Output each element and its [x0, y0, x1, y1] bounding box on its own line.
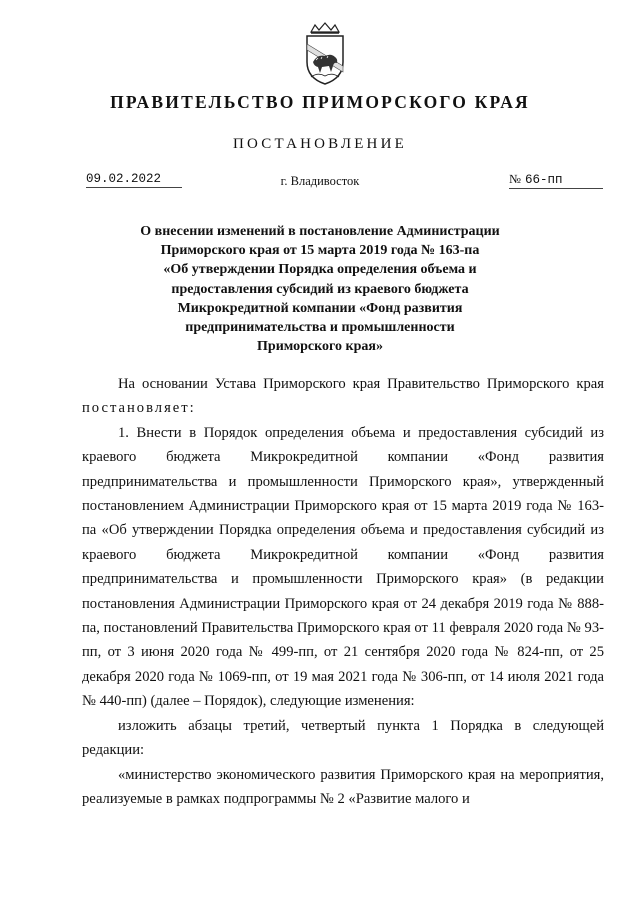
decree-body	[82, 372, 604, 811]
point-1-paragraph: 1. Внести в Порядок определения объема и предоставления субсидий из краевого бюджета Микрокредитной компании «Фонд развития предпринимательства и промышленности Приморского края», утвержденный постановлением Администрации Приморского края от 15 марта 2019 года № 163-па «Об утверждении Порядка определения объема и предоставления субсидий из краевого бюджета Микрокредитной компании «Фонд развития предпринимательства и промышленности Приморского края» (в редакции постановления Администрации Приморского края от 24 декабря 2019 года № 888-па, постановлений Правительства Приморского края от 11 февраля 2020 года № 93-пп, от 3 июня 2020 года № 499-пп, от 21 сентября 2020 года № 824-пп, от 25 декабря 2020 года № 1069-пп, от 19 мая 2021 года № 306-пп, от 14 июля 2021 года № 440-пп) (далее – Порядок), следующие изменения:	[82, 424, 604, 710]
number-sign: №	[509, 172, 521, 186]
document-type: ПОСТАНОВЛЕНИЕ	[233, 136, 407, 152]
coat-of-arms-tiger-icon	[303, 22, 347, 86]
subject-line: «Об утверждении Порядка определения объема и	[163, 262, 477, 278]
intro-paragraph	[82, 372, 604, 421]
decree-subject	[100, 222, 540, 356]
decree-date: 09.02.2022	[86, 172, 182, 188]
government-title: ПРАВИТЕЛЬСТВО ПРИМОРСКОГО КРАЯ	[110, 92, 530, 112]
subject-line: Микрокредитной компании «Фонд развития	[177, 300, 463, 316]
subject-line: предоставления субсидий из краевого бюджета	[171, 281, 469, 297]
subject-line: Приморского края от 15 марта 2019 года № 163-па	[160, 243, 480, 259]
decree-number	[509, 172, 603, 189]
subject-line: Приморского края»	[257, 339, 383, 355]
decree-city: г. Владивосток	[280, 174, 360, 188]
paragraph-3: «министерство экономического развития Приморского края на мероприятия, реализуемые в рамках подпрограммы № 2 «Развитие малого и	[82, 766, 604, 807]
number-value: 66-пп	[524, 173, 563, 187]
intro-text: На основании Устава Приморского края Правительство Приморского края	[118, 376, 604, 392]
subject-line: О внесении изменений в постановление Администрации	[140, 224, 500, 239]
subject-line: предпринимательства и промышленности	[185, 320, 455, 336]
intro-verb: постановляет:	[82, 400, 196, 417]
paragraph-2: изложить абзацы третий, четвертый пункта 1 Порядка в следующей редакции:	[82, 717, 604, 759]
